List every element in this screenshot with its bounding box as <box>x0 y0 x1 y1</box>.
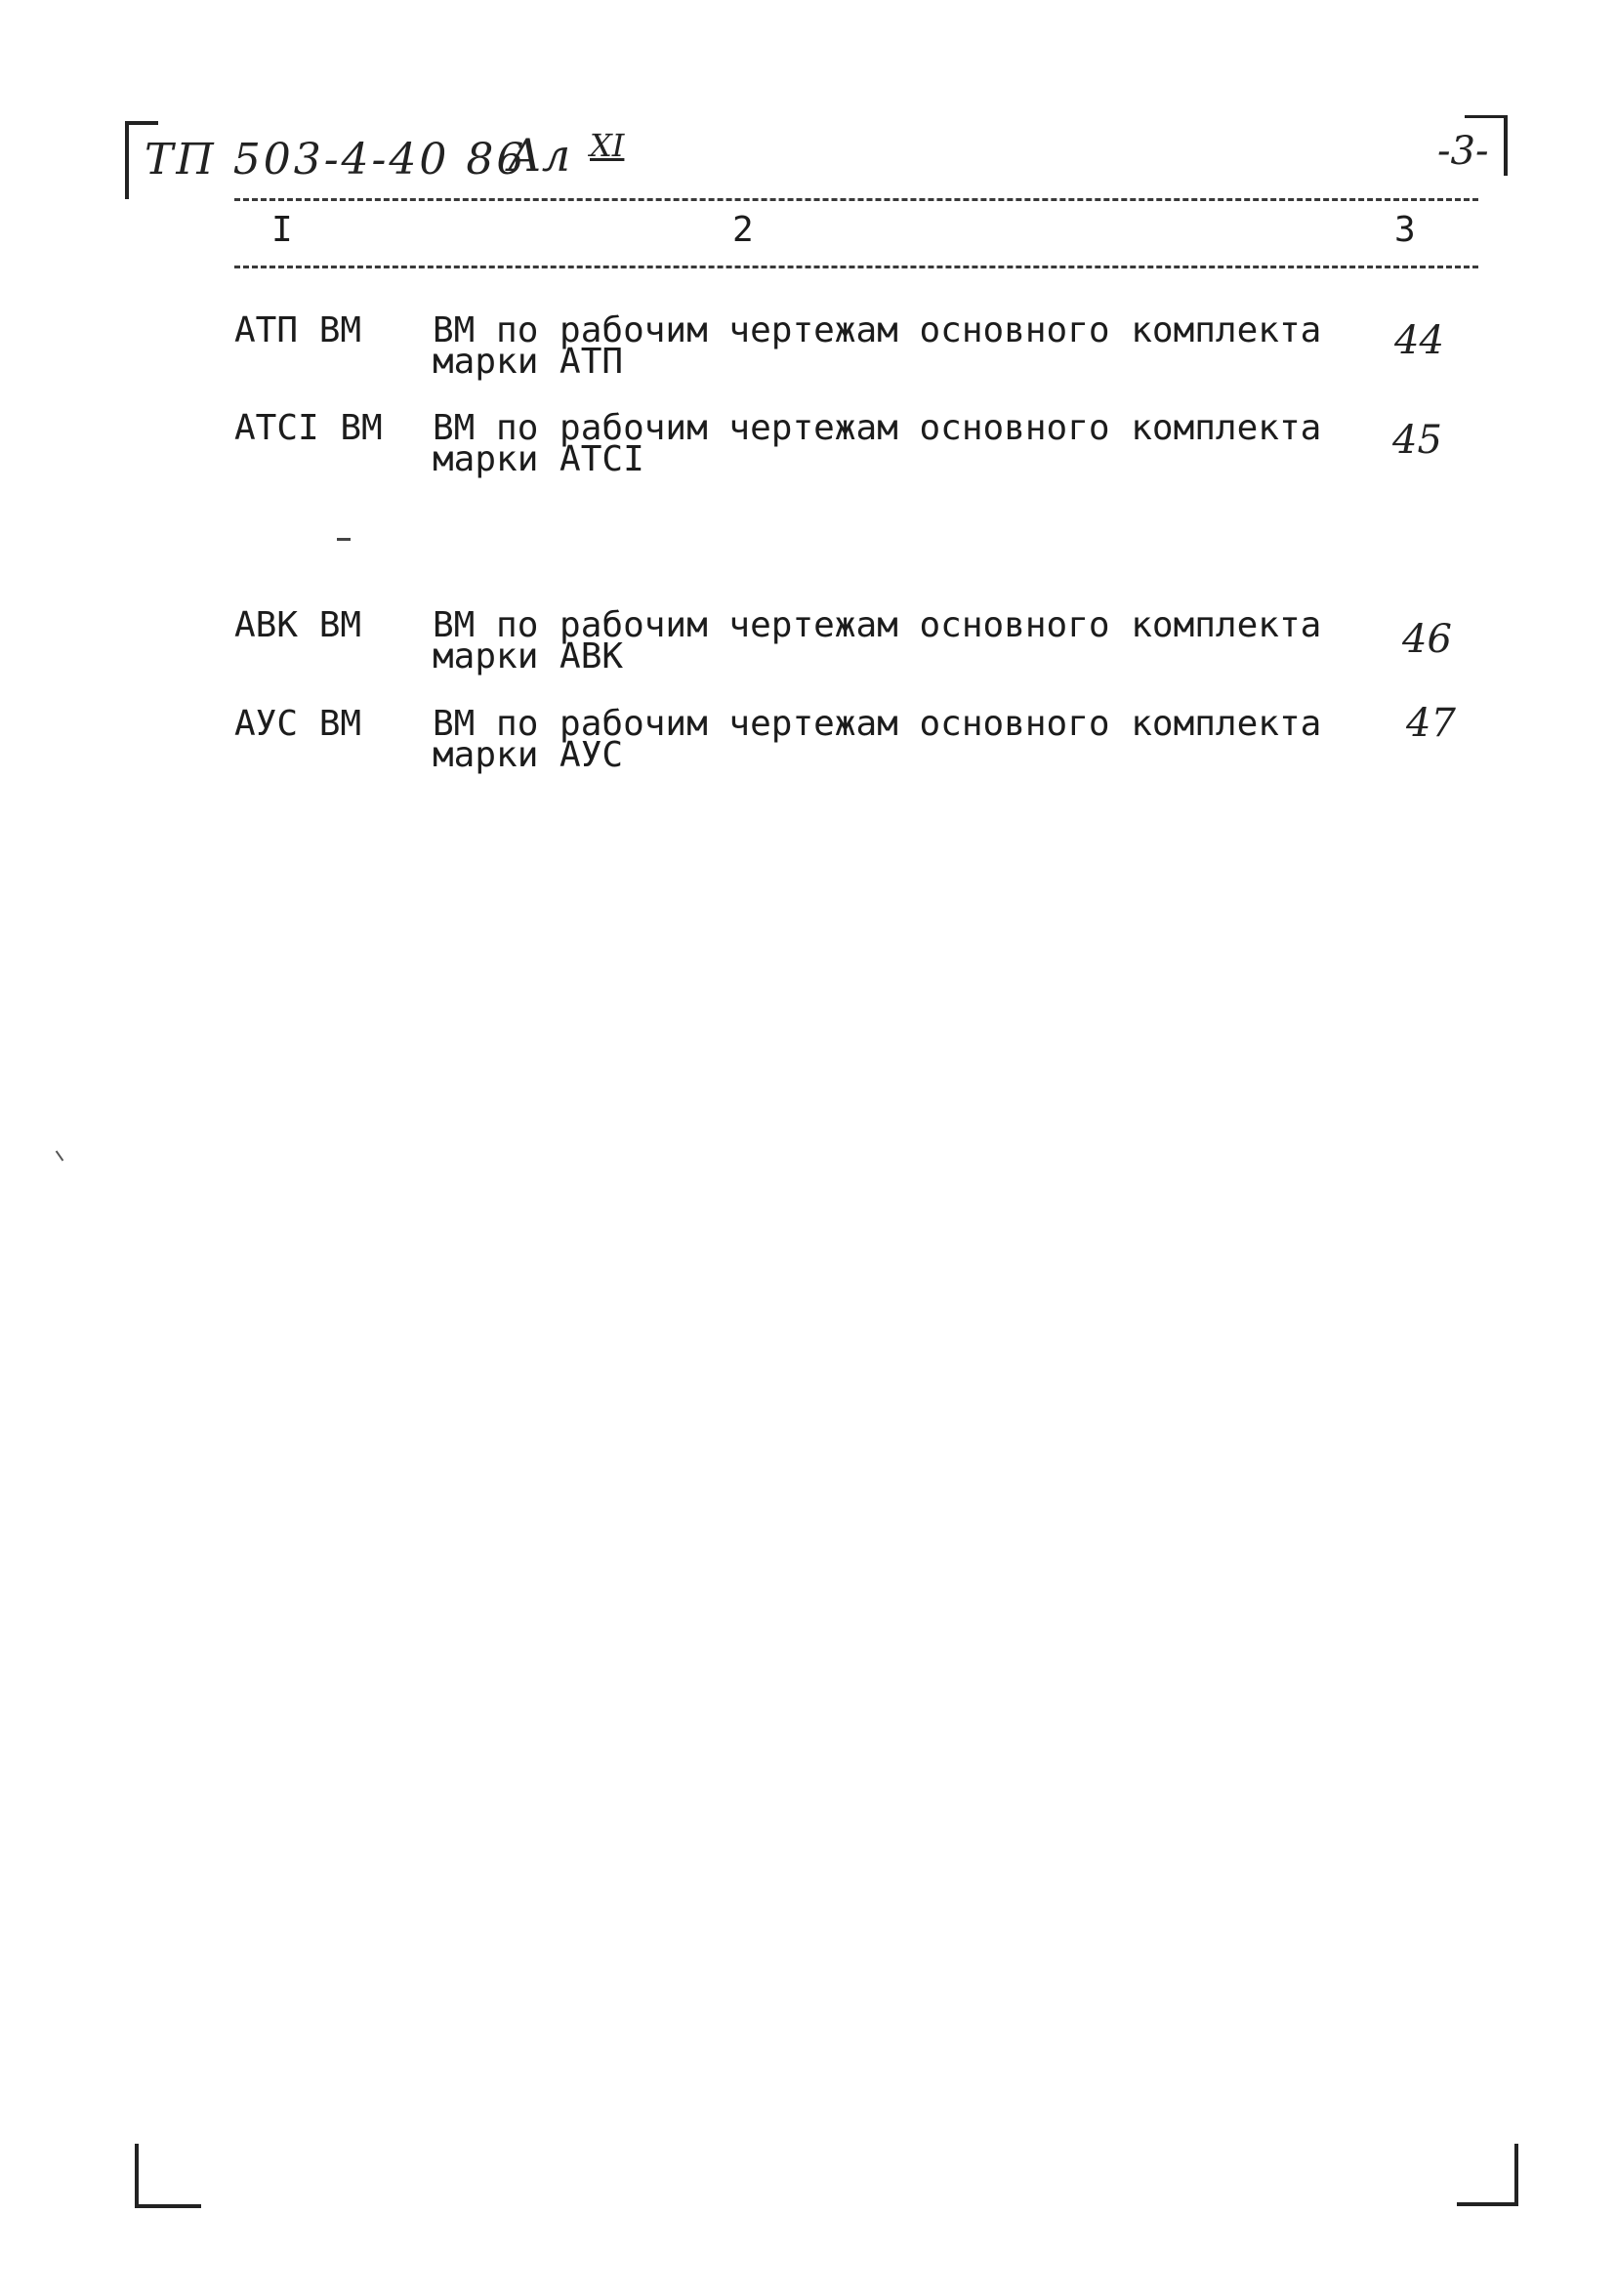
document-code: ТП 503-4-40 86 <box>145 135 527 184</box>
album-label: Ал <box>508 129 571 182</box>
table-row-page: 44 <box>1394 318 1444 363</box>
table-row-page: 46 <box>1402 617 1452 662</box>
table-row-code: АУС ВМ <box>234 704 362 744</box>
frame-corner-top-left-vertical <box>125 121 129 199</box>
frame-corner-bottom-left-vertical <box>135 2144 139 2208</box>
table-row-code: АТП ВМ <box>234 310 362 350</box>
album-number: XI <box>590 127 625 164</box>
table-row-page: 45 <box>1392 418 1442 463</box>
table-row-description-line2: марки АУС <box>433 735 624 775</box>
frame-corner-bottom-right-horizontal <box>1457 2202 1518 2206</box>
table-row-description-line1: ВМ по рабочим чертежам основного комплекта <box>433 704 1322 744</box>
scan-speck <box>56 1151 64 1162</box>
frame-corner-bottom-right-vertical <box>1514 2144 1518 2206</box>
column-header-3: 3 <box>1394 210 1416 250</box>
stray-mark <box>337 538 351 541</box>
frame-corner-bottom-left-horizontal <box>135 2204 201 2208</box>
column-header-1: I <box>271 210 293 250</box>
table-row-page: 47 <box>1406 701 1456 746</box>
table-row-code: АВК ВМ <box>234 605 362 645</box>
table-row-description-line2: марки АТП <box>433 342 624 382</box>
column-header-2: 2 <box>732 210 754 250</box>
table-row-description-line1: ВМ по рабочим чертежам основного комплекта <box>433 605 1322 645</box>
frame-corner-top-right-vertical <box>1504 115 1508 176</box>
table-top-rule <box>234 198 1478 201</box>
table-row-description-line2: марки АТСI <box>433 439 644 479</box>
table-row-description-line1: ВМ по рабочим чертежам основного комплекта <box>433 310 1322 350</box>
table-row-description-line1: ВМ по рабочим чертежам основного комплекта <box>433 408 1322 448</box>
page-number: -3- <box>1437 129 1489 174</box>
frame-corner-top-right-horizontal <box>1465 115 1508 118</box>
table-row-description-line2: марки АВК <box>433 636 624 676</box>
frame-corner-top-left-horizontal <box>125 121 158 125</box>
table-header-rule <box>234 266 1478 268</box>
table-row-code: АТСI ВМ <box>234 408 383 448</box>
